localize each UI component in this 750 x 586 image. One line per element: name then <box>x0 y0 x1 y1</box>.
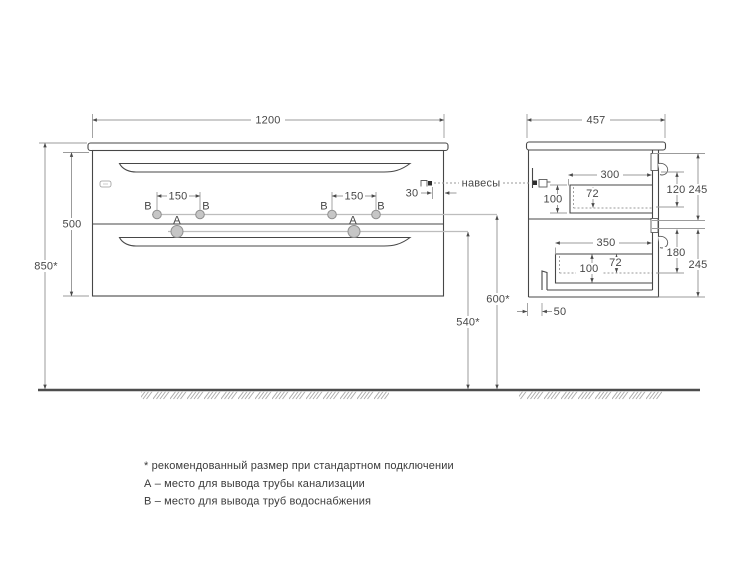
dim-245-top: 245 <box>688 183 708 196</box>
brand-logo <box>100 181 111 187</box>
side-top-drawer-box <box>570 185 653 213</box>
dim-457: 457 <box>586 114 606 127</box>
footnotes <box>144 460 454 508</box>
front-view <box>88 143 497 296</box>
dim-300: 300 <box>600 168 620 181</box>
floor-hatch-left <box>141 392 389 401</box>
point-label-b3: B <box>320 200 328 213</box>
floor-hatch-right <box>519 392 662 401</box>
note-a-drain: А – место для вывода трубы канализации <box>144 477 365 490</box>
dim-100-bottom: 100 <box>579 262 599 275</box>
dim-350: 350 <box>596 236 616 249</box>
dim-500: 500 <box>62 218 82 231</box>
hanger-bracket-side-icon <box>533 180 551 188</box>
side-top-slide-bracket <box>651 154 658 171</box>
point-label-a1: A <box>173 214 181 227</box>
side-plinth-notch <box>542 271 547 290</box>
front-top-drawer-handle <box>120 164 411 173</box>
dim-120: 120 <box>666 183 686 196</box>
floor <box>38 390 700 400</box>
dim-50: 50 <box>553 305 567 318</box>
dim-150-right: 150 <box>344 190 364 203</box>
side-bottom-drawer-box <box>556 254 653 283</box>
dim-72-bottom: 72 <box>609 256 622 269</box>
point-label-b4: B <box>377 200 385 213</box>
dim-30: 30 <box>405 187 419 200</box>
front-countertop <box>88 143 448 151</box>
dim-245-bottom: 245 <box>688 258 708 271</box>
point-label-a2: A <box>349 214 357 227</box>
hangers-label: навесы <box>461 177 501 190</box>
note-recommended-size: * рекомендованный размер при стандартном подключении <box>144 459 454 472</box>
dim-100-top: 100 <box>543 193 563 206</box>
side-countertop <box>527 142 666 150</box>
dim-72-top: 72 <box>586 187 599 200</box>
dim-150-left: 150 <box>168 190 188 203</box>
point-label-b2: B <box>202 200 210 213</box>
point-label-b1: B <box>144 200 152 213</box>
side-bottom-drawer-inner-dotted <box>560 256 653 273</box>
dim-850: 850* <box>34 260 58 273</box>
dim-600: 600* <box>486 293 510 306</box>
dim-540: 540* <box>456 316 480 329</box>
front-bottom-drawer-handle <box>120 238 411 247</box>
note-b-water: В – место для вывода труб водоснабжения <box>144 495 372 508</box>
dim-1200: 1200 <box>255 114 281 127</box>
dim-180: 180 <box>666 246 686 259</box>
side-top-handle-hook <box>658 163 668 175</box>
